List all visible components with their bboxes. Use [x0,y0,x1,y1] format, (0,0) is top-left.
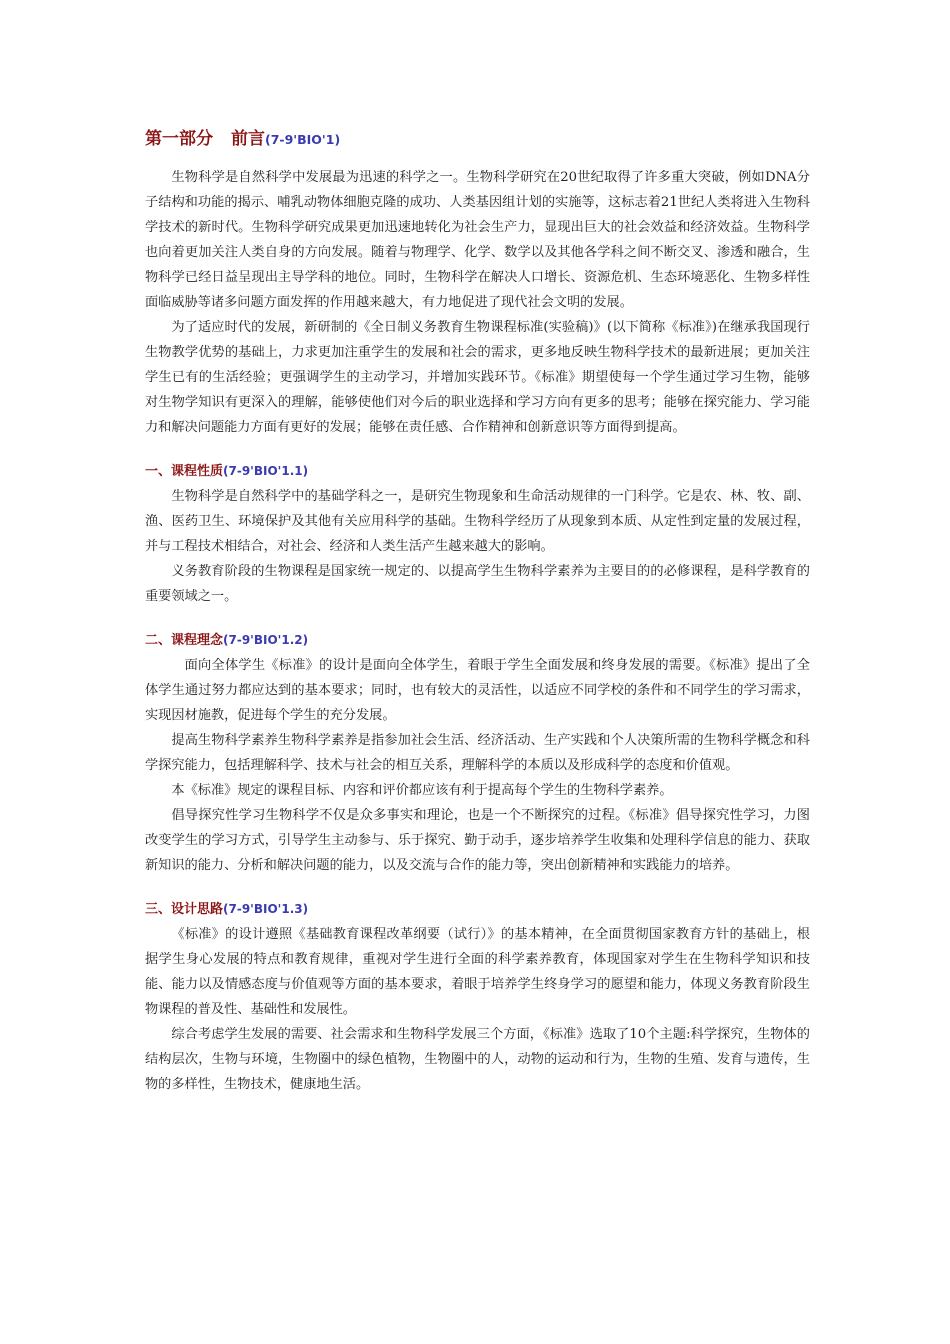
section-title: 二、课程理念 [145,633,224,648]
nature-paragraph-2: 义务教育阶段的生物课程是国家统一规定的、以提高学生生物科学素养为主要目的的必修课程，是科学教育的重要领域之一。 [145,564,810,604]
document-page [145,126,810,1097]
section-heading-philosophy [145,628,810,653]
intro-paragraph-2: 为了适应时代的发展，新研制的《全日制义务教育生物课程标准(实验稿)》(以下简称《标准》)在继承我国现行生物教学优势的基础上，力求更加注重学生的发展和社会的需求，更多地反映生物科学技术的最新进展；更加关注学生已有的生活经验；更强调学生的主动学习，并增加实践环节。《标准》期望使每一个学生通过学习生物，能够对生物学知识有更深入的理解，能够使他们对今后的职业选择和学习方向有更多的思考；能够在探究能力、学习能力和解决问题能力方面有更好的发展；能够在责任感、合作精神和创新意识等方面得到提高。 [145,320,810,435]
philosophy-paragraph-2: 提高生物科学素养生物科学素养是指参加社会生活、经济活动、生产实践和个人决策所需的生物科学概念和科学探究能力，包括理解科学、技术与社会的相互关系，理解科学的本质以及形成科学的态度和价值观。 [145,733,810,773]
section-title: 一、课程性质 [145,464,224,479]
section-heading-nature [145,459,810,484]
philosophy-paragraph-3: 本《标准》规定的课程目标、内容和评价都应该有利于提高每个学生的生物科学素养。 [171,783,673,798]
page-heading [145,126,810,153]
heading-title: 前言 [231,129,265,149]
section-heading-design [145,897,810,922]
philosophy-paragraph-1: 面向全体学生《标准》的设计是面向全体学生，着眼于学生全面发展和终身发展的需要。《标准》提出了全体学生通过努力都应达到的基本要求；同时，也有较大的灵活性，以适应不同学校的条件和不同学生的学习需求，实现因材施教，促进每个学生的充分发展。 [145,658,810,723]
section-code: (7-9'BIO'1.2) [223,633,309,647]
design-paragraph-2: 综合考虑学生发展的需要、社会需求和生物科学发展三个方面，《标准》选取了10个主题:科学探究，生物体的结构层次，生物与环境，生物圈中的绿色植物，生物圈中的人，动物的运动和行为，生物的生殖、发育与遗传，生物的多样性，生物技术，健康地生活。 [145,1027,810,1092]
heading-code: (7-9'BIO'1) [265,132,341,147]
intro-paragraph-1: 生物科学是自然科学中发展最为迅速的科学之一。生物科学研究在20世纪取得了许多重大突破，例如DNA分子结构和功能的揭示、哺乳动物体细胞克隆的成功、人类基因组计划的实施等，这标志着21世纪人类将进入生物科学技术的新时代。生物科学研究成果更加迅速地转化为社会生产力，显现出巨大的社会效益和经济效益。生物科学也向着更加关注人类自身的方向发展。随着与物理学、化学、数学以及其他各学科之间不断交叉、渗透和融合，生物科学已经日益呈现出主导学科的地位。同时，生物科学在解决人口增长、资源危机、生态环境恶化、生物多样性面临威胁等诸多问题方面发挥的作用越来越大，有力地促进了现代社会文明的发展。 [145,170,810,310]
section-code: (7-9'BIO'1.1) [223,464,309,478]
section-code: (7-9'BIO'1.3) [223,902,309,916]
section-title: 三、设计思路 [145,902,224,917]
design-paragraph-1: 《标准》的设计遵照《基础教育课程改革纲要（试行）》的基本精神，在全面贯彻国家教育方针的基础上，根据学生身心发展的特点和教育规律，重视对学生进行全面的科学素养教育，体现国家对学生在生物科学知识和技能、能力以及情感态度与价值观等方面的基本要求，着眼于培养学生终身学习的愿望和能力，体现义务教育阶段生物课程的普及性、基础性和发展性。 [145,927,810,1017]
nature-paragraph-1: 生物科学是自然科学中的基础学科之一，是研究生物现象和生命活动规律的一门科学。它是农、林、牧、副、渔、医药卫生、环境保护及其他有关应用科学的基础。生物科学经历了从现象到本质、从定性到定量的发展过程，并与工程技术相结合，对社会、经济和人类生活产生越来越大的影响。 [145,489,810,554]
heading-part: 第一部分 [145,129,213,149]
philosophy-paragraph-4: 倡导探究性学习生物科学不仅是众多事实和理论，也是一个不断探究的过程。《标准》倡导探究性学习，力图改变学生的学习方式，引导学生主动参与、乐于探究、勤于动手，逐步培养学生收集和处理科学信息的能力、获取新知识的能力、分析和解决问题的能力，以及交流与合作的能力等，突出创新精神和实践能力的培养。 [145,808,810,873]
